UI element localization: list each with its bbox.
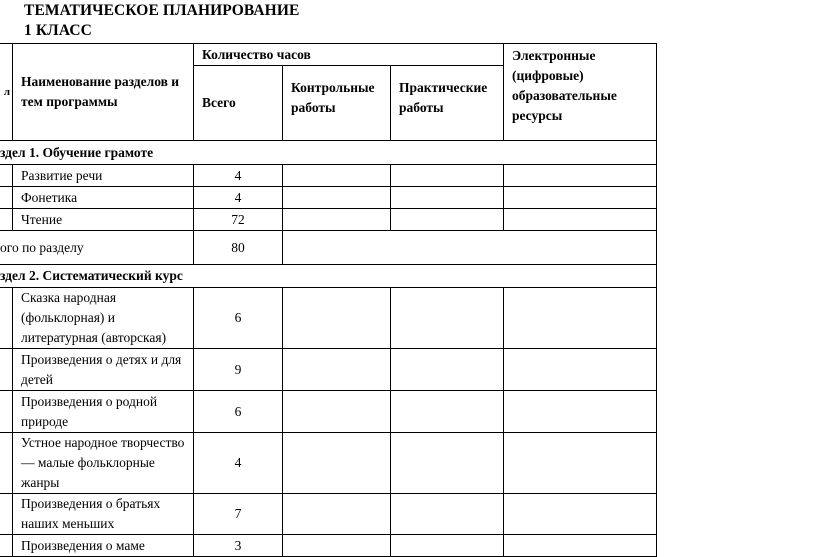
- header-row-1: [0, 44, 657, 66]
- header-hours: Количество часов: [194, 44, 504, 66]
- row-num-cell: [0, 187, 13, 209]
- row-num-cell: [0, 288, 13, 349]
- row-resources: [504, 494, 657, 535]
- row-control: [283, 494, 391, 535]
- subtotal-row: [0, 231, 657, 265]
- row-total: 9: [194, 349, 283, 391]
- row-total: 4: [194, 433, 283, 494]
- row-name: Чтение: [13, 209, 194, 231]
- row-num-cell: [0, 349, 13, 391]
- section-row: [0, 141, 657, 165]
- row-name: Произведения о маме: [13, 535, 194, 557]
- table-row: [0, 187, 657, 209]
- row-total: 7: [194, 494, 283, 535]
- row-resources: [504, 187, 657, 209]
- header-name: Наименование разделов и тем программы: [13, 44, 194, 141]
- row-resources: [504, 391, 657, 433]
- row-practical: [391, 433, 504, 494]
- table-row: [0, 165, 657, 187]
- row-num-cell: [0, 209, 13, 231]
- row-name: Сказка народная (фольклорная) и литературная (авторская): [13, 288, 194, 349]
- row-num-cell: [0, 433, 13, 494]
- row-practical: [391, 187, 504, 209]
- row-num-cell: [0, 535, 13, 557]
- row-practical: [391, 494, 504, 535]
- row-name: Развитие речи: [13, 165, 194, 187]
- header-num: л: [0, 44, 13, 141]
- row-resources: [504, 288, 657, 349]
- row-practical: [391, 349, 504, 391]
- thematic-plan-table: [0, 43, 657, 557]
- row-control: [283, 187, 391, 209]
- row-control: [283, 349, 391, 391]
- section-row: [0, 265, 657, 288]
- row-name: Фонетика: [13, 187, 194, 209]
- row-name: Устное народное творчество — малые фольклорные жанры: [13, 433, 194, 494]
- row-num-cell: [0, 165, 13, 187]
- row-total: 6: [194, 288, 283, 349]
- row-resources: [504, 209, 657, 231]
- subtotal-empty: [283, 231, 657, 265]
- document-title: ТЕМАТИЧЕСКОЕ ПЛАНИРОВАНИЕ: [24, 2, 300, 19]
- row-practical: [391, 165, 504, 187]
- row-total: 3: [194, 535, 283, 557]
- row-total: 72: [194, 209, 283, 231]
- table-row: [0, 288, 657, 349]
- subtotal-label: ого по разделу: [0, 231, 194, 265]
- row-control: [283, 535, 391, 557]
- table-row: [0, 349, 657, 391]
- header-control: Контрольные работы: [283, 66, 391, 141]
- row-num-cell: [0, 391, 13, 433]
- row-control: [283, 288, 391, 349]
- row-resources: [504, 433, 657, 494]
- subtotal-value: 80: [194, 231, 283, 265]
- row-practical: [391, 209, 504, 231]
- table-row: [0, 535, 657, 557]
- row-resources: [504, 165, 657, 187]
- row-name: Произведения о родной природе: [13, 391, 194, 433]
- row-practical: [391, 535, 504, 557]
- row-control: [283, 165, 391, 187]
- document-subtitle: 1 КЛАСС: [24, 22, 92, 39]
- header-practical: Практические работы: [391, 66, 504, 141]
- row-resources: [504, 535, 657, 557]
- section-2-title: здел 2. Систематический курс: [0, 265, 657, 288]
- row-control: [283, 433, 391, 494]
- row-practical: [391, 391, 504, 433]
- header-total: Всего: [194, 66, 283, 141]
- table-row: [0, 209, 657, 231]
- row-num-cell: [0, 494, 13, 535]
- header-resources: Электронные (цифровые) образовательные ресурсы: [504, 44, 657, 141]
- section-1-title: здел 1. Обучение грамоте: [0, 141, 657, 165]
- table-row: [0, 433, 657, 494]
- table-row: [0, 391, 657, 433]
- row-total: 6: [194, 391, 283, 433]
- row-practical: [391, 288, 504, 349]
- row-control: [283, 209, 391, 231]
- row-resources: [504, 349, 657, 391]
- row-total: 4: [194, 165, 283, 187]
- row-control: [283, 391, 391, 433]
- table-row: [0, 494, 657, 535]
- row-name: Произведения о детях и для детей: [13, 349, 194, 391]
- row-total: 4: [194, 187, 283, 209]
- row-name: Произведения о братьях наших меньших: [13, 494, 194, 535]
